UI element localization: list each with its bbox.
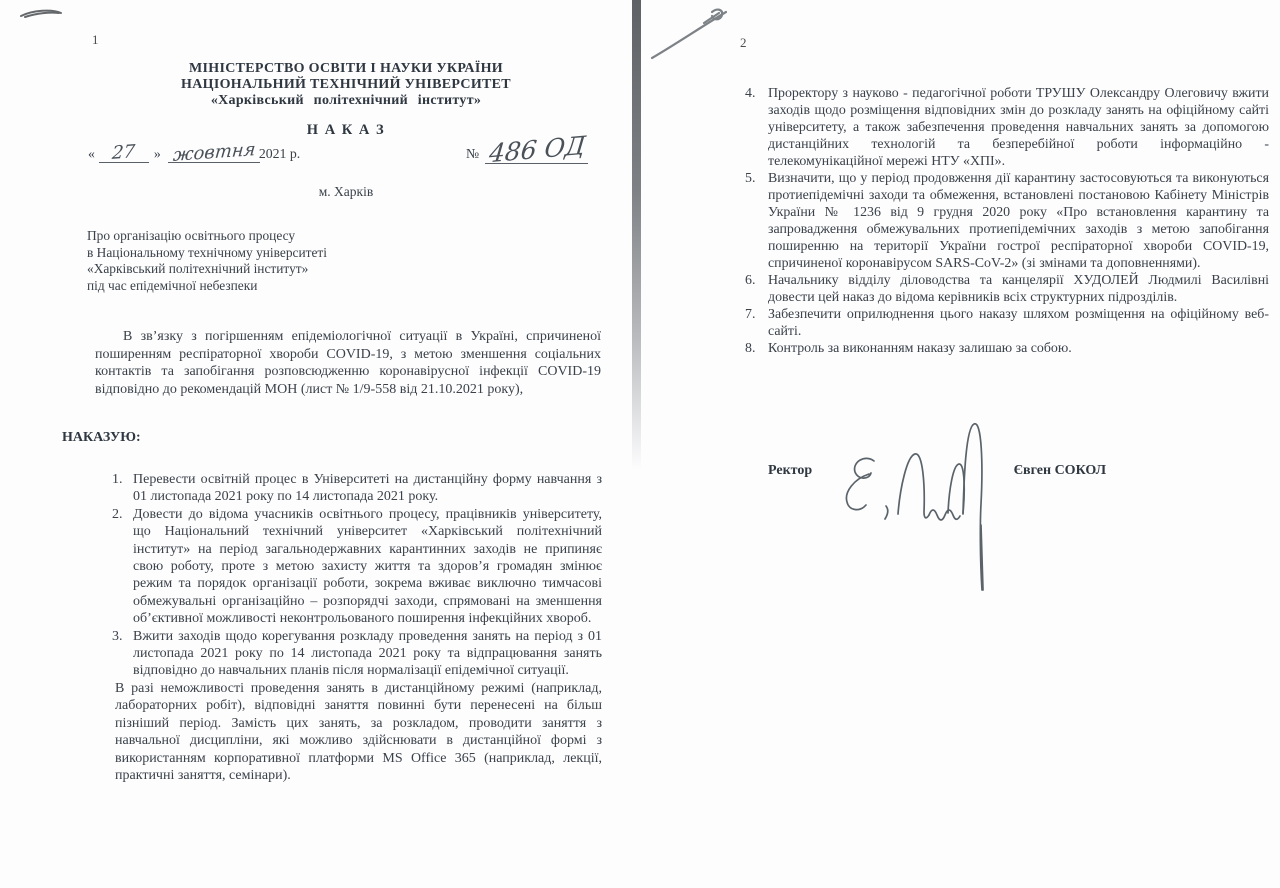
item-text: Начальнику відділу діловодства та канцелярії ХУДОЛЕЙ Людмилі Василівні довести цей наказ до відома керівників всіх структурних підрозділів. [768,273,1269,305]
order-item-8 [745,340,1269,357]
order-item-3 [112,628,602,785]
year-suffix: 2021 р. [258,146,301,161]
item-text: Проректору з науково - педагогічної роботи ТРУШУ Олександру Олеговичу вжити заходів щодо розміщення відповідних змін до розкладу занять на офіційному сайті університету, а також забезпечення проведення навчальних занять за допомогою дистанційних технологій та безперебійної роботи інформаційно - телекомунікаційної мережі НТУ «ХПІ». [768,86,1269,169]
pen-stroke-page2-top-icon [652,10,726,58]
handwritten-day-field [99,141,149,164]
item-number: 2. [112,506,123,522]
subject-line: Про організацію освітнього процесу [87,228,296,243]
handwritten-month: жовтня [171,139,256,166]
subject-line: в Національному технічному університеті [87,244,328,260]
subject-line: «Харківський політехнічний інститут» [87,261,309,277]
order-item-1 [112,471,602,506]
university-name: НАЦІОНАЛЬНИЙ ТЕХНІЧНИЙ УНІВЕРСИТЕТ [181,77,511,92]
order-item-6 [745,272,1269,306]
order-items-4-8 [745,85,1269,357]
item-text: Вжити заходів щодо корегування розкладу проведення занять на період з 01 листопада 2021 року по 14 листопада 2021 року та відпрацювання занять відповідно до навчальних планів після нормалізації епідемічної ситуації. [133,628,602,679]
date-line [88,139,301,166]
order-items-1-3 [112,471,602,784]
item-text: Визначити, що у період продовження дії карантину застосовуються та виконуються протиепідемічні заходи та обмеження, встановлені постановою Кабінету Міністрів України № 1236 від 9 грудня 2020 року «Про встановлення карантину та запровадження обмежувальних протиепідемічних заходів з метою запобігання поширенню на території України гострої респіраторної хвороби COVID-19, спричиненої коронавірусом SARS-CoV-2» (зі змінами та доповненнями). [768,171,1269,271]
order-title: Н А К А З [306,122,386,138]
open-quote: « [88,146,95,161]
pen-stroke-top-left-icon [21,11,61,17]
number-sign: № [466,146,480,161]
item-number: 5. [745,171,756,186]
order-keyword: НАКАЗУЮ: [62,430,141,445]
city-line: м. Харків [318,184,374,199]
letterhead [60,61,632,109]
item-number: 4. [745,86,756,101]
subject-line: під час епідемічної небезпеки [87,277,258,293]
order-subject [87,228,377,294]
item-number: 6. [745,273,756,288]
handwritten-number: 486 ОД [487,130,588,169]
item-text: Контроль за виконанням наказу залишаю за собою. [768,341,1072,356]
order-item-7 [745,306,1269,340]
ministry-name: МІНІСТЕРСТВО ОСВІТИ І НАУКИ УКРАЇНИ [189,61,503,76]
item-text: Забезпечити оприлюднення цього наказу шляхом розміщення на офіційному веб-сайті. [768,307,1269,339]
order-number-line [466,130,588,169]
page-number: 1 [92,32,99,47]
order-item-2 [112,506,602,628]
handwritten-month-field [168,139,260,166]
signature-scribble-icon [846,424,983,590]
page-separator-shadow [632,0,641,470]
page-number: 2 [740,35,747,50]
item-text: Перевести освітній процес в Університеті на дистанційну форму навчання з 01 листопада 2021 року по 14 листопада 2021 року. [133,472,602,505]
signature-row [768,463,1106,479]
preamble-paragraph: В зв’язку з погіршенням епідеміологічної ситуації в Україні, спричиненої поширенням респіраторної хвороби COVID-19, з метою зменшення соціальних контактів та запобігання розповсюдженню коронавірусної інфекції COVID-19 відповідно до рекомендацій МОН (лист № 1/9-558 від 21.10.2021 року), [95,329,601,397]
item-number: 8. [745,341,756,356]
institute-name: «Харківський політехнічний інститут» [210,93,482,108]
order-item-4 [745,85,1269,170]
item-text: Довести до відома учасників освітнього процесу, працівників університету, що Національний технічний університет «Харківський політехнічний інститут» на період загальнодержавних карантинних заходів не припиняє свою роботу, проте з метою захисту життя та здоров’я громадян змінює режим та порядок організації роботи, зокрема вживає виключно тимчасові обмежувальні організаційно – розпорядчі заходи, спрямовані на зменшення об’єктивної можливості неконтрольованого поширення інфекційних хвороб. [133,506,602,627]
signer-title: Ректор [768,463,813,478]
order-item-5 [745,170,1269,272]
item-number: 3. [112,628,123,644]
item-text-continued: В разі неможливості проведення занять в дистанційному режимі (наприклад, лабораторних робіт), відповідні заняття повинні бути перенесені на більш пізніший період. Замість цих занять, за розкладом, проводити заняття з навчальної дисципліни, які можливо здійснювати в дистанційної формі з використанням корпоративної платформи MS Office 365 (наприклад, лекції, практичні заняття, семінари). [115,680,602,783]
item-number: 1. [112,472,123,487]
close-quote: » [153,146,161,161]
handwritten-number-field [485,130,588,169]
item-number: 7. [745,307,756,322]
handwritten-day: 27 [111,141,137,164]
signer-name: Євген СОКОЛ [1013,463,1106,478]
